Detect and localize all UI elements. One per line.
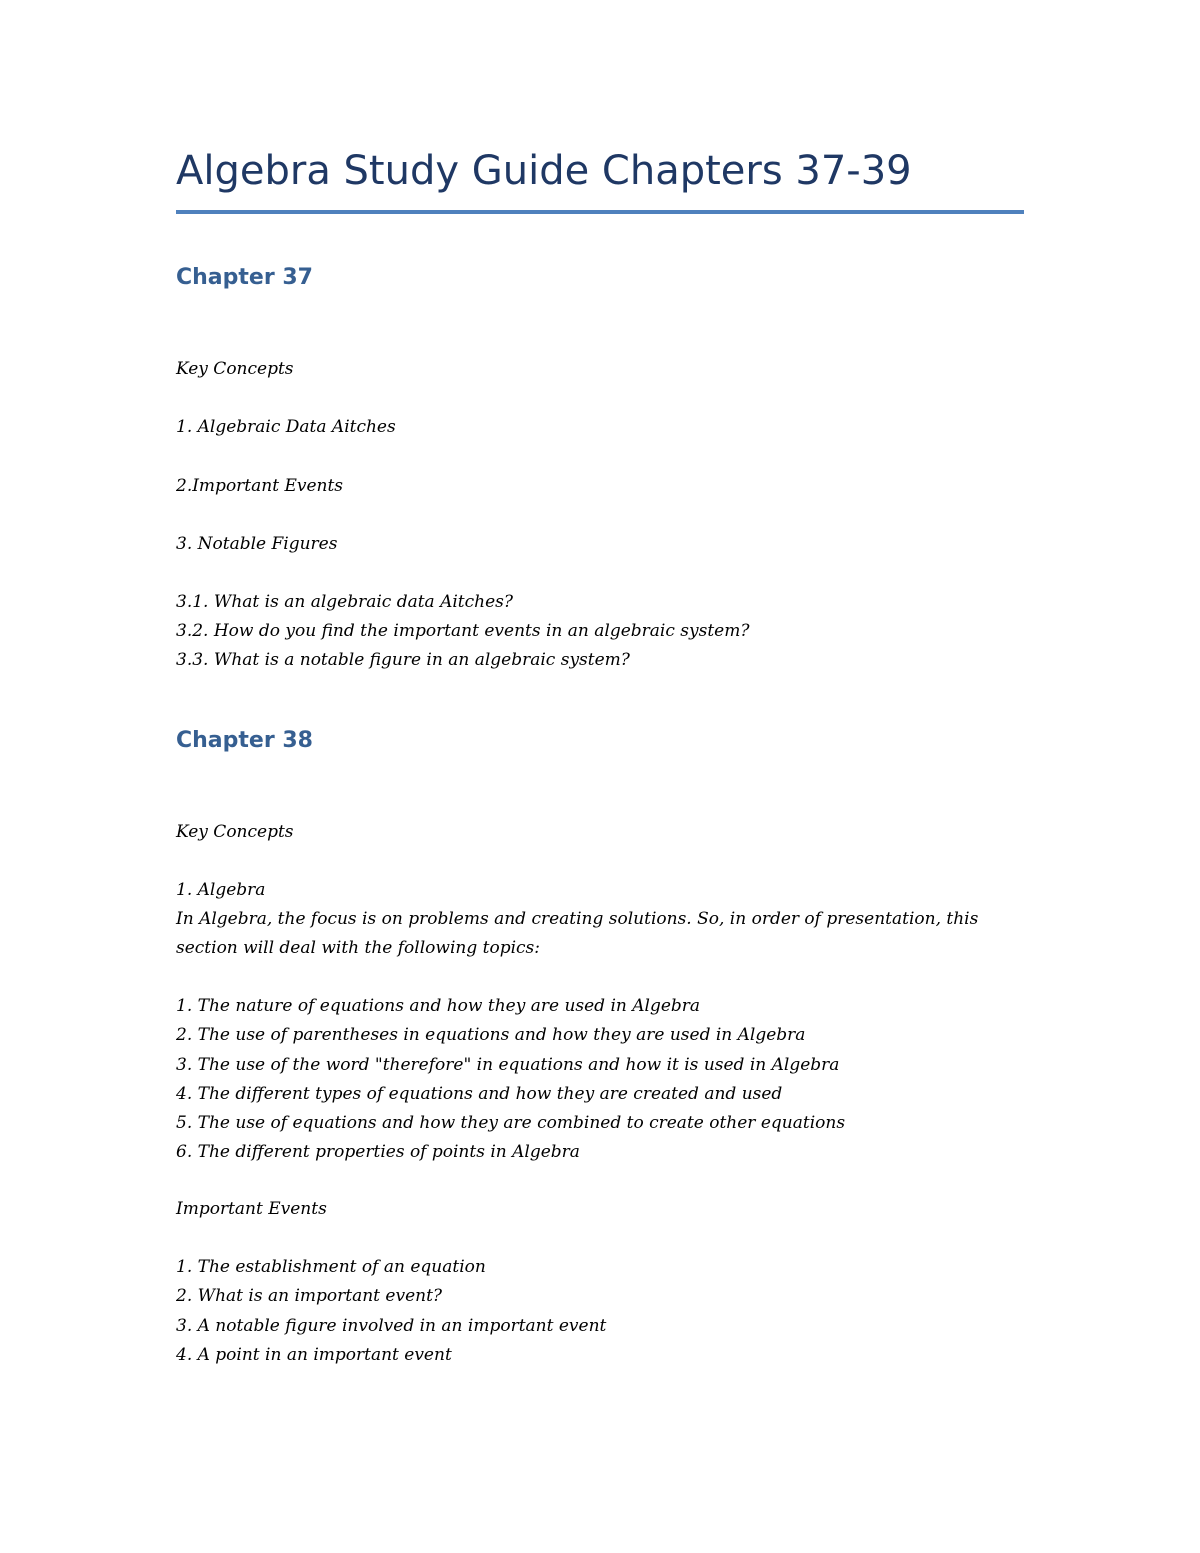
chapter-37-item: 1. Algebraic Data Aitches bbox=[176, 417, 396, 437]
chapter-38-event: 3. A notable figure involved in an important event bbox=[176, 1316, 607, 1336]
chapter-38-topic: 5. The use of equations and how they are combined to create other equations bbox=[176, 1113, 846, 1133]
chapter-38-heading: Chapter 38 bbox=[176, 728, 313, 753]
chapter-37-question: 3.2. How do you find the important events in an algebraic system? bbox=[176, 621, 750, 641]
chapter-37-heading: Chapter 37 bbox=[176, 265, 313, 290]
chapter-38-event: 1. The establishment of an equation bbox=[176, 1257, 486, 1277]
chapter-37-item: 3. Notable Figures bbox=[176, 534, 338, 554]
chapter-37-question: 3.1. What is an algebraic data Aitches? bbox=[176, 592, 514, 612]
chapter-38-intro-line: section will deal with the following topics: bbox=[176, 938, 540, 958]
chapter-37-item: 2.Important Events bbox=[176, 476, 344, 496]
chapter-38-event: 2. What is an important event? bbox=[176, 1286, 443, 1306]
chapter-38-topic: 1. The nature of equations and how they are used in Algebra bbox=[176, 996, 701, 1016]
chapter-38-topic: 4. The different types of equations and how they are created and used bbox=[176, 1084, 783, 1104]
chapter-38-item: 1. Algebra bbox=[176, 880, 266, 900]
chapter-37-key-concepts-label: Key Concepts bbox=[176, 359, 294, 379]
chapter-38-topic: 6. The different properties of points in Algebra bbox=[176, 1142, 580, 1162]
chapter-37-question: 3.3. What is a notable figure in an algebraic system? bbox=[176, 650, 630, 670]
chapter-38-event: 4. A point in an important event bbox=[176, 1345, 452, 1365]
chapter-38-important-events-label: Important Events bbox=[176, 1199, 327, 1219]
chapter-38-key-concepts-label: Key Concepts bbox=[176, 822, 294, 842]
title-underline bbox=[176, 210, 1024, 214]
document-title: Algebra Study Guide Chapters 37-39 bbox=[176, 148, 912, 194]
chapter-38-topic: 2. The use of parentheses in equations and how they are used in Algebra bbox=[176, 1025, 806, 1045]
chapter-38-topic: 3. The use of the word "therefore" in equations and how it is used in Algebra bbox=[176, 1055, 840, 1075]
chapter-38-intro-line: In Algebra, the focus is on problems and creating solutions. So, in order of presentation, this bbox=[176, 909, 979, 929]
